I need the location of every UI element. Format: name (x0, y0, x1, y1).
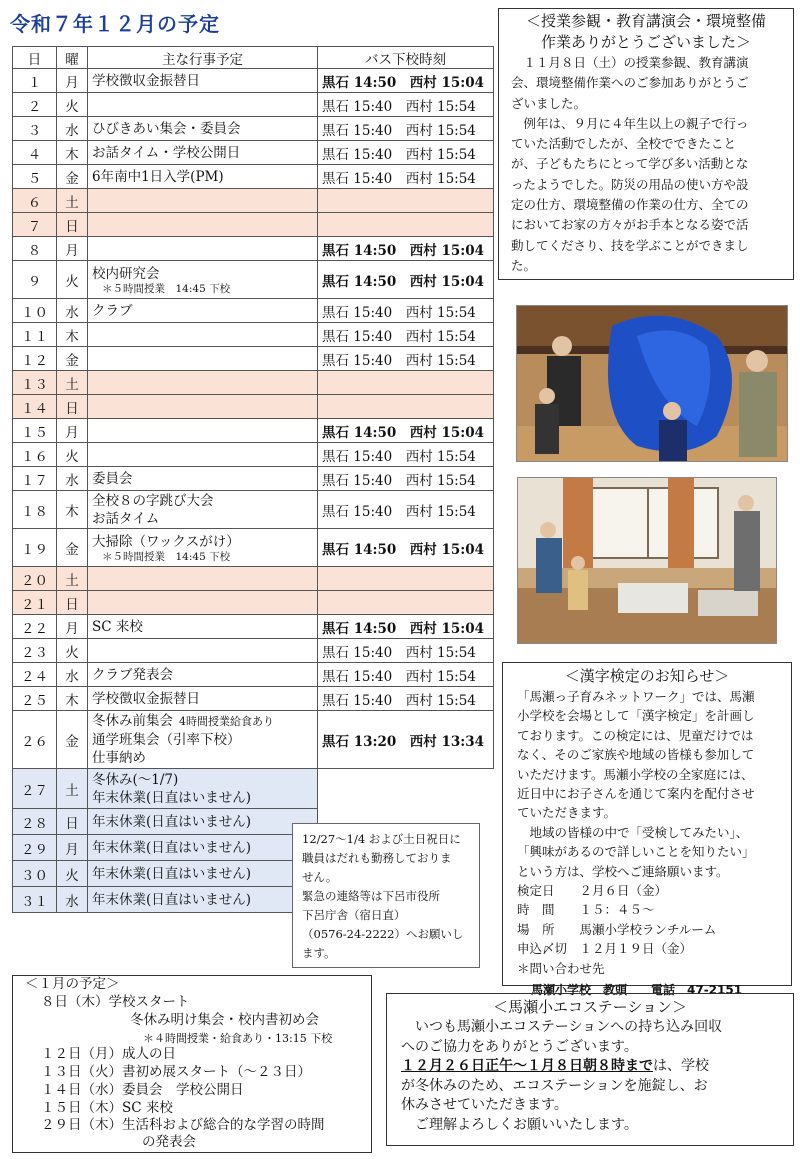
schedule-weekday: 水 (57, 117, 88, 141)
schedule-events (88, 93, 318, 117)
schedule-row (13, 591, 494, 615)
schedule-day: １３ (13, 371, 57, 395)
schedule-day: ４ (13, 141, 57, 165)
january-line: 冬休み明け集会・校内書初め会 (130, 1012, 319, 1028)
eco-line-rest: は、学校 (653, 1058, 709, 1074)
schedule-day: ２７ (13, 769, 57, 809)
schedule-events (88, 769, 318, 809)
schedule-row (13, 165, 494, 189)
schedule-events (88, 165, 318, 189)
schedule-weekday: 木 (57, 491, 88, 529)
schedule-events (88, 861, 318, 887)
schedule-row (13, 639, 494, 663)
schedule-weekday: 月 (57, 237, 88, 261)
january-schedule (12, 975, 372, 1153)
text-line: 申込〆切 １２月１９日（金） (517, 941, 693, 957)
text-line: １１月８日（土）の授業参観、教育講演 (511, 55, 749, 70)
schedule-weekday: 火 (57, 639, 88, 663)
schedule-row (13, 687, 494, 711)
text-line: ＊問い合わせ先 (517, 960, 605, 976)
schedule-weekday: 水 (57, 663, 88, 687)
schedule-day: １１ (13, 323, 57, 347)
schedule-day: ３１ (13, 887, 57, 913)
event-line: クラブ (92, 302, 133, 319)
text-line: いただけます。馬瀬小学校の全家庭には、 (517, 766, 754, 782)
schedule-day: ２４ (13, 663, 57, 687)
text-line: 緊急の連絡等は下呂市役所 (302, 889, 440, 903)
schedule-events (88, 69, 318, 93)
text-line: 近日中にお子さんを通じて案内を配付させ (517, 786, 755, 802)
january-line: の発表会 (142, 1134, 196, 1150)
schedule-bus-time: 黒石 15:40 西村 15:54 (318, 165, 494, 189)
january-line: ２９日（木）生活科および総合的な学習の時間 (41, 1117, 325, 1133)
kanji-test-notice (502, 662, 792, 998)
schedule-weekday: 日 (57, 591, 88, 615)
text-line: 「興味があるので詳しいことを知りたい」 (517, 844, 755, 860)
schedule-weekday: 水 (57, 299, 88, 323)
schedule-weekday: 木 (57, 323, 88, 347)
text-line: 定の仕方、環境整備の作業の仕方、全ての (511, 197, 749, 213)
january-line: ８日（木）学校スタート (41, 994, 190, 1010)
eco-line: へのご協力をありがとうございます。 (401, 1038, 638, 1055)
schedule-row (13, 615, 494, 639)
photo-window-cleaning (517, 477, 777, 644)
january-heading: ＜１月の予定＞ (25, 976, 120, 992)
text-line: ております。この検定には、児童だけでは (517, 727, 754, 743)
schedule-events (88, 835, 318, 861)
schedule-bus-time (318, 591, 494, 615)
schedule-weekday: 火 (57, 443, 88, 467)
schedule-events (88, 237, 318, 261)
schedule-weekday: 月 (57, 69, 88, 93)
schedule-day: ３０ (13, 861, 57, 887)
page-title: 令和７年１２月の予定 (10, 12, 220, 36)
schedule-day: ５ (13, 165, 57, 189)
schedule-bus-time: 黒石 14:50 西村 15:04 (318, 69, 494, 93)
kanji-details (503, 881, 791, 978)
schedule-day: ２８ (13, 809, 57, 835)
event-subnote: ＊５時間授業 14:45 下校 (102, 550, 231, 563)
schedule-row (13, 237, 494, 261)
event-line: ひびきあい集会・委員会 (92, 120, 241, 137)
schedule-bus-time: 黒石 15:40 西村 15:54 (318, 117, 494, 141)
schedule-events (88, 443, 318, 467)
schedule-events (88, 419, 318, 443)
schedule-bus-time: 黒石 15:40 西村 15:54 (318, 663, 494, 687)
schedule-events (88, 809, 318, 835)
schedule-bus-time: 黒石 14:50 西村 15:04 (318, 237, 494, 261)
schedule-day: ２１ (13, 591, 57, 615)
heading-line: 作業ありがとうございました＞ (540, 33, 751, 51)
schedule-row (13, 323, 494, 347)
schedule-weekday: 日 (57, 809, 88, 835)
event-line: 通学班集会（引率下校） (92, 732, 241, 748)
event-line: 年末休業(日直はいません) (92, 789, 252, 806)
kanji-contact: 馬瀬小学校 教頭 電話 47-2151 (531, 983, 743, 998)
schedule-row (13, 491, 494, 529)
event-line: 年末休業(日直はいません) (92, 813, 252, 830)
schedule-row (13, 117, 494, 141)
schedule-weekday: 土 (57, 769, 88, 809)
schedule-bus-time: 黒石 14:50 西村 15:04 (318, 529, 494, 567)
schedule-events (88, 639, 318, 663)
schedule-row (13, 93, 494, 117)
schedule-day: ９ (13, 261, 57, 299)
event-line: 校内研究会 (92, 265, 160, 282)
schedule-row (13, 663, 494, 687)
schedule-weekday: 金 (57, 529, 88, 567)
article-open-class-heading (499, 11, 793, 53)
schedule-weekday: 土 (57, 189, 88, 213)
schedule-bus-time: 黒石 15:40 西村 15:54 (318, 687, 494, 711)
eco-closure-period: １２月２６日正午～１月８日朝８時まで (401, 1058, 653, 1074)
schedule-day: ２９ (13, 835, 57, 861)
schedule-day: ８ (13, 237, 57, 261)
schedule-bus-time: 黒石 15:40 西村 15:54 (318, 467, 494, 491)
article-open-class (498, 8, 794, 280)
schedule-weekday: 水 (57, 887, 88, 913)
schedule-day: ２６ (13, 711, 57, 769)
schedule-weekday: 日 (57, 213, 88, 237)
schedule-events (88, 299, 318, 323)
schedule-weekday: 火 (57, 861, 88, 887)
schedule-row (13, 261, 494, 299)
january-line: １２日（月）成人の日 (41, 1046, 176, 1062)
schedule-day: ２２ (13, 615, 57, 639)
event-subnote: ＊５時間授業 14:45 下校 (102, 282, 231, 295)
event-line: 年末休業(日直はいません) (92, 891, 252, 908)
event-line: 冬休み(～1/7) (92, 771, 179, 788)
header-day: 日 (13, 47, 57, 69)
schedule-weekday: 金 (57, 347, 88, 371)
schedule-row (13, 467, 494, 491)
schedule-row (13, 299, 494, 323)
schedule-row (13, 213, 494, 237)
text-line: においてお家の方々がお手本となる姿で活 (511, 217, 749, 233)
schedule-day: ７ (13, 213, 57, 237)
schedule-row (13, 141, 494, 165)
text-line: ざいました。 (511, 95, 587, 111)
schedule-weekday: 月 (57, 419, 88, 443)
eco-body (387, 1018, 793, 1135)
event-line: 仕事納め (92, 750, 146, 766)
schedule-day: １５ (13, 419, 57, 443)
schedule-day: １４ (13, 395, 57, 419)
schedule-bus-time (318, 189, 494, 213)
header-events: 主な行事予定 (88, 47, 318, 69)
schedule-bus-time: 黒石 15:40 西村 15:54 (318, 299, 494, 323)
header-bus: バス下校時刻 (318, 47, 494, 69)
schedule-row (13, 69, 494, 93)
schedule-events (88, 687, 318, 711)
schedule-day: ２０ (13, 567, 57, 591)
schedule-day: ６ (13, 189, 57, 213)
text-line: ったようでした。防災の用品の使い方や設 (511, 176, 749, 192)
schedule-bus-time: 黒石 14:50 西村 15:04 (318, 261, 494, 299)
schedule-events (88, 467, 318, 491)
schedule-row (13, 189, 494, 213)
event-line: お話タイム (92, 510, 160, 527)
schedule-bus-time (318, 769, 494, 809)
schedule-weekday: 土 (57, 371, 88, 395)
schedule-weekday: 木 (57, 141, 88, 165)
schedule-day: １９ (13, 529, 57, 567)
eco-line: 休みさせていただきます。 (401, 1097, 568, 1113)
schedule-weekday: 金 (57, 711, 88, 769)
schedule-bus-time: 黒石 14:50 西村 15:04 (318, 419, 494, 443)
text-line: という方は、学校へご連絡願います。 (517, 863, 729, 879)
eco-line: が冬休みのため、エコステーションを施錠し、お (401, 1077, 708, 1094)
schedule-events (88, 261, 318, 299)
schedule-events (88, 663, 318, 687)
text-line: ます。 (302, 946, 336, 960)
eco-line: いつも馬瀬小エコステーションへの持ち込み回収 (401, 1019, 723, 1035)
event-line: クラブ発表会 (92, 666, 173, 683)
schedule-bus-time: 黒石 15:40 西村 15:54 (318, 323, 494, 347)
text-line: 下呂庁舎（宿日直） (302, 908, 406, 922)
schedule-weekday: 木 (57, 687, 88, 711)
schedule-table (12, 46, 494, 913)
schedule-bus-time: 黒石 14:50 西村 15:04 (318, 615, 494, 639)
article-open-class-body (499, 53, 793, 276)
schedule-weekday: 金 (57, 165, 88, 189)
text-line: ていただきます。 (517, 805, 617, 821)
schedule-bus-time: 黒石 15:40 西村 15:54 (318, 491, 494, 529)
event-line: 学校徴収金振替日 (92, 690, 200, 707)
schedule-weekday: 水 (57, 467, 88, 491)
eco-line: ご理解よろしくお願いいたします。 (401, 1116, 638, 1133)
event-note: 4時間授業給食あり (179, 715, 274, 728)
schedule-bus-time: 黒石 15:40 西村 15:54 (318, 639, 494, 663)
schedule-weekday: 火 (57, 93, 88, 117)
event-line: 年末休業(日直はいません) (92, 865, 252, 882)
text-line: 時 間 １５：４５～ (517, 902, 655, 918)
eco-line (401, 1057, 783, 1077)
schedule-events (88, 141, 318, 165)
january-line: ＊４時間授業・給食あり・13:15 下校 (143, 1032, 333, 1045)
schedule-bus-time (318, 567, 494, 591)
schedule-events (88, 323, 318, 347)
eco-heading: ＜馬瀬小エコステーション＞ (492, 998, 688, 1016)
text-line: が、子どもたちにとって学び多い活動とな (511, 156, 749, 172)
schedule-day: ２５ (13, 687, 57, 711)
event-line: 委員会 (92, 470, 133, 487)
schedule-day: １６ (13, 443, 57, 467)
schedule-row (13, 567, 494, 591)
event-line: 大掃除（ワックスがけ） (92, 533, 240, 550)
holiday-note (292, 823, 480, 968)
schedule-row (13, 711, 494, 769)
text-line: 検定日 ２月６日（金） (517, 883, 668, 899)
schedule-day: １８ (13, 491, 57, 529)
schedule-row (13, 395, 494, 419)
schedule-events (88, 591, 318, 615)
schedule-bus-time: 黒石 15:40 西村 15:54 (318, 141, 494, 165)
schedule-day: ２３ (13, 639, 57, 663)
schedule-day: ２ (13, 93, 57, 117)
schedule-bus-time (318, 371, 494, 395)
schedule-row (13, 371, 494, 395)
text-line: 動してくださり、技を学ぶことができまし (511, 237, 749, 253)
text-line: 地域の皆様の中で「受検してみたい」、 (517, 824, 749, 840)
schedule-day: ３ (13, 117, 57, 141)
text-line: 12/27～1/4 および土日祝日に (302, 832, 461, 846)
schedule-weekday: 土 (57, 567, 88, 591)
event-line: お話タイム・学校公開日 (92, 144, 241, 161)
event-line: SC 来校 (92, 618, 143, 635)
schedule-row (13, 419, 494, 443)
schedule-weekday: 火 (57, 261, 88, 299)
schedule-events (88, 371, 318, 395)
schedule-header-row (13, 47, 494, 69)
schedule-events (88, 615, 318, 639)
event-line: 学校徴収金振替日 (92, 72, 200, 89)
schedule-events (88, 189, 318, 213)
schedule-bus-time: 黒石 15:40 西村 15:54 (318, 443, 494, 467)
text-line: 会、環境整備作業へのご参加ありがとうご (511, 75, 749, 91)
january-line: １４日（水）委員会 学校公開日 (41, 1082, 244, 1098)
schedule-events (88, 567, 318, 591)
schedule-row (13, 769, 494, 809)
schedule-day: １２ (13, 347, 57, 371)
schedule-events (88, 395, 318, 419)
kanji-heading: ＜漢字検定のお知らせ＞ (564, 667, 730, 685)
header-weekday: 曜 (57, 47, 88, 69)
event-line: 6年南中1日入学(PM) (92, 168, 224, 185)
schedule-day: １７ (13, 467, 57, 491)
event-line-wrap (92, 712, 313, 731)
schedule-events (88, 491, 318, 529)
text-line: ていた活動でしたが、全校でできたこと (511, 136, 737, 152)
schedule-events (88, 213, 318, 237)
january-line: １３日（火）書初め展スタート（～２３日） (41, 1064, 311, 1080)
schedule-events (88, 347, 318, 371)
eco-station-notice (386, 993, 794, 1146)
schedule-day: １ (13, 69, 57, 93)
text-line: 場 所 馬瀬小学校ランチルーム (517, 921, 717, 937)
schedule-row (13, 529, 494, 567)
schedule-bus-time (318, 395, 494, 419)
schedule-bus-time (318, 213, 494, 237)
schedule-weekday: 月 (57, 835, 88, 861)
event-line: 冬休み前集会 (92, 713, 173, 729)
schedule-weekday: 月 (57, 615, 88, 639)
schedule-row (13, 443, 494, 467)
schedule-day: １０ (13, 299, 57, 323)
text-line: 「馬瀬っ子育みネットワーク」では、馬瀬 (517, 689, 755, 704)
schedule-events (88, 711, 318, 769)
text-line: た。 (511, 257, 537, 273)
schedule-events (88, 529, 318, 567)
text-line: 職員はだれも勤務しておりま (302, 851, 452, 865)
text-line: なく、そのご家族や地域の皆様も参加して (517, 747, 755, 763)
schedule-events (88, 117, 318, 141)
schedule-bus-time: 黒石 15:40 西村 15:54 (318, 347, 494, 371)
event-line: 年末休業(日直はいません) (92, 839, 252, 856)
event-line: 全校８の字跳び大会 (92, 492, 214, 509)
schedule-weekday: 日 (57, 395, 88, 419)
schedule-row (13, 347, 494, 371)
photo-tent-activity (516, 305, 788, 462)
text-line: せん。 (302, 870, 338, 884)
schedule-bus-time: 黒石 13:20 西村 13:34 (318, 711, 494, 769)
kanji-body (503, 687, 791, 881)
schedule-events (88, 887, 318, 913)
text-line: 小学校を会場として「漢字検定」を計画し (517, 708, 755, 724)
text-line: 例年は、９月に４年生以上の親子で行っ (511, 115, 749, 131)
january-line: １５日（木）SC 来校 (41, 1100, 173, 1116)
schedule-bus-time: 黒石 15:40 西村 15:54 (318, 93, 494, 117)
heading-line: ＜授業参観・教育講演会・環境整備 (525, 12, 766, 30)
text-line: （0576-24-2222）へお願いし (302, 927, 464, 941)
